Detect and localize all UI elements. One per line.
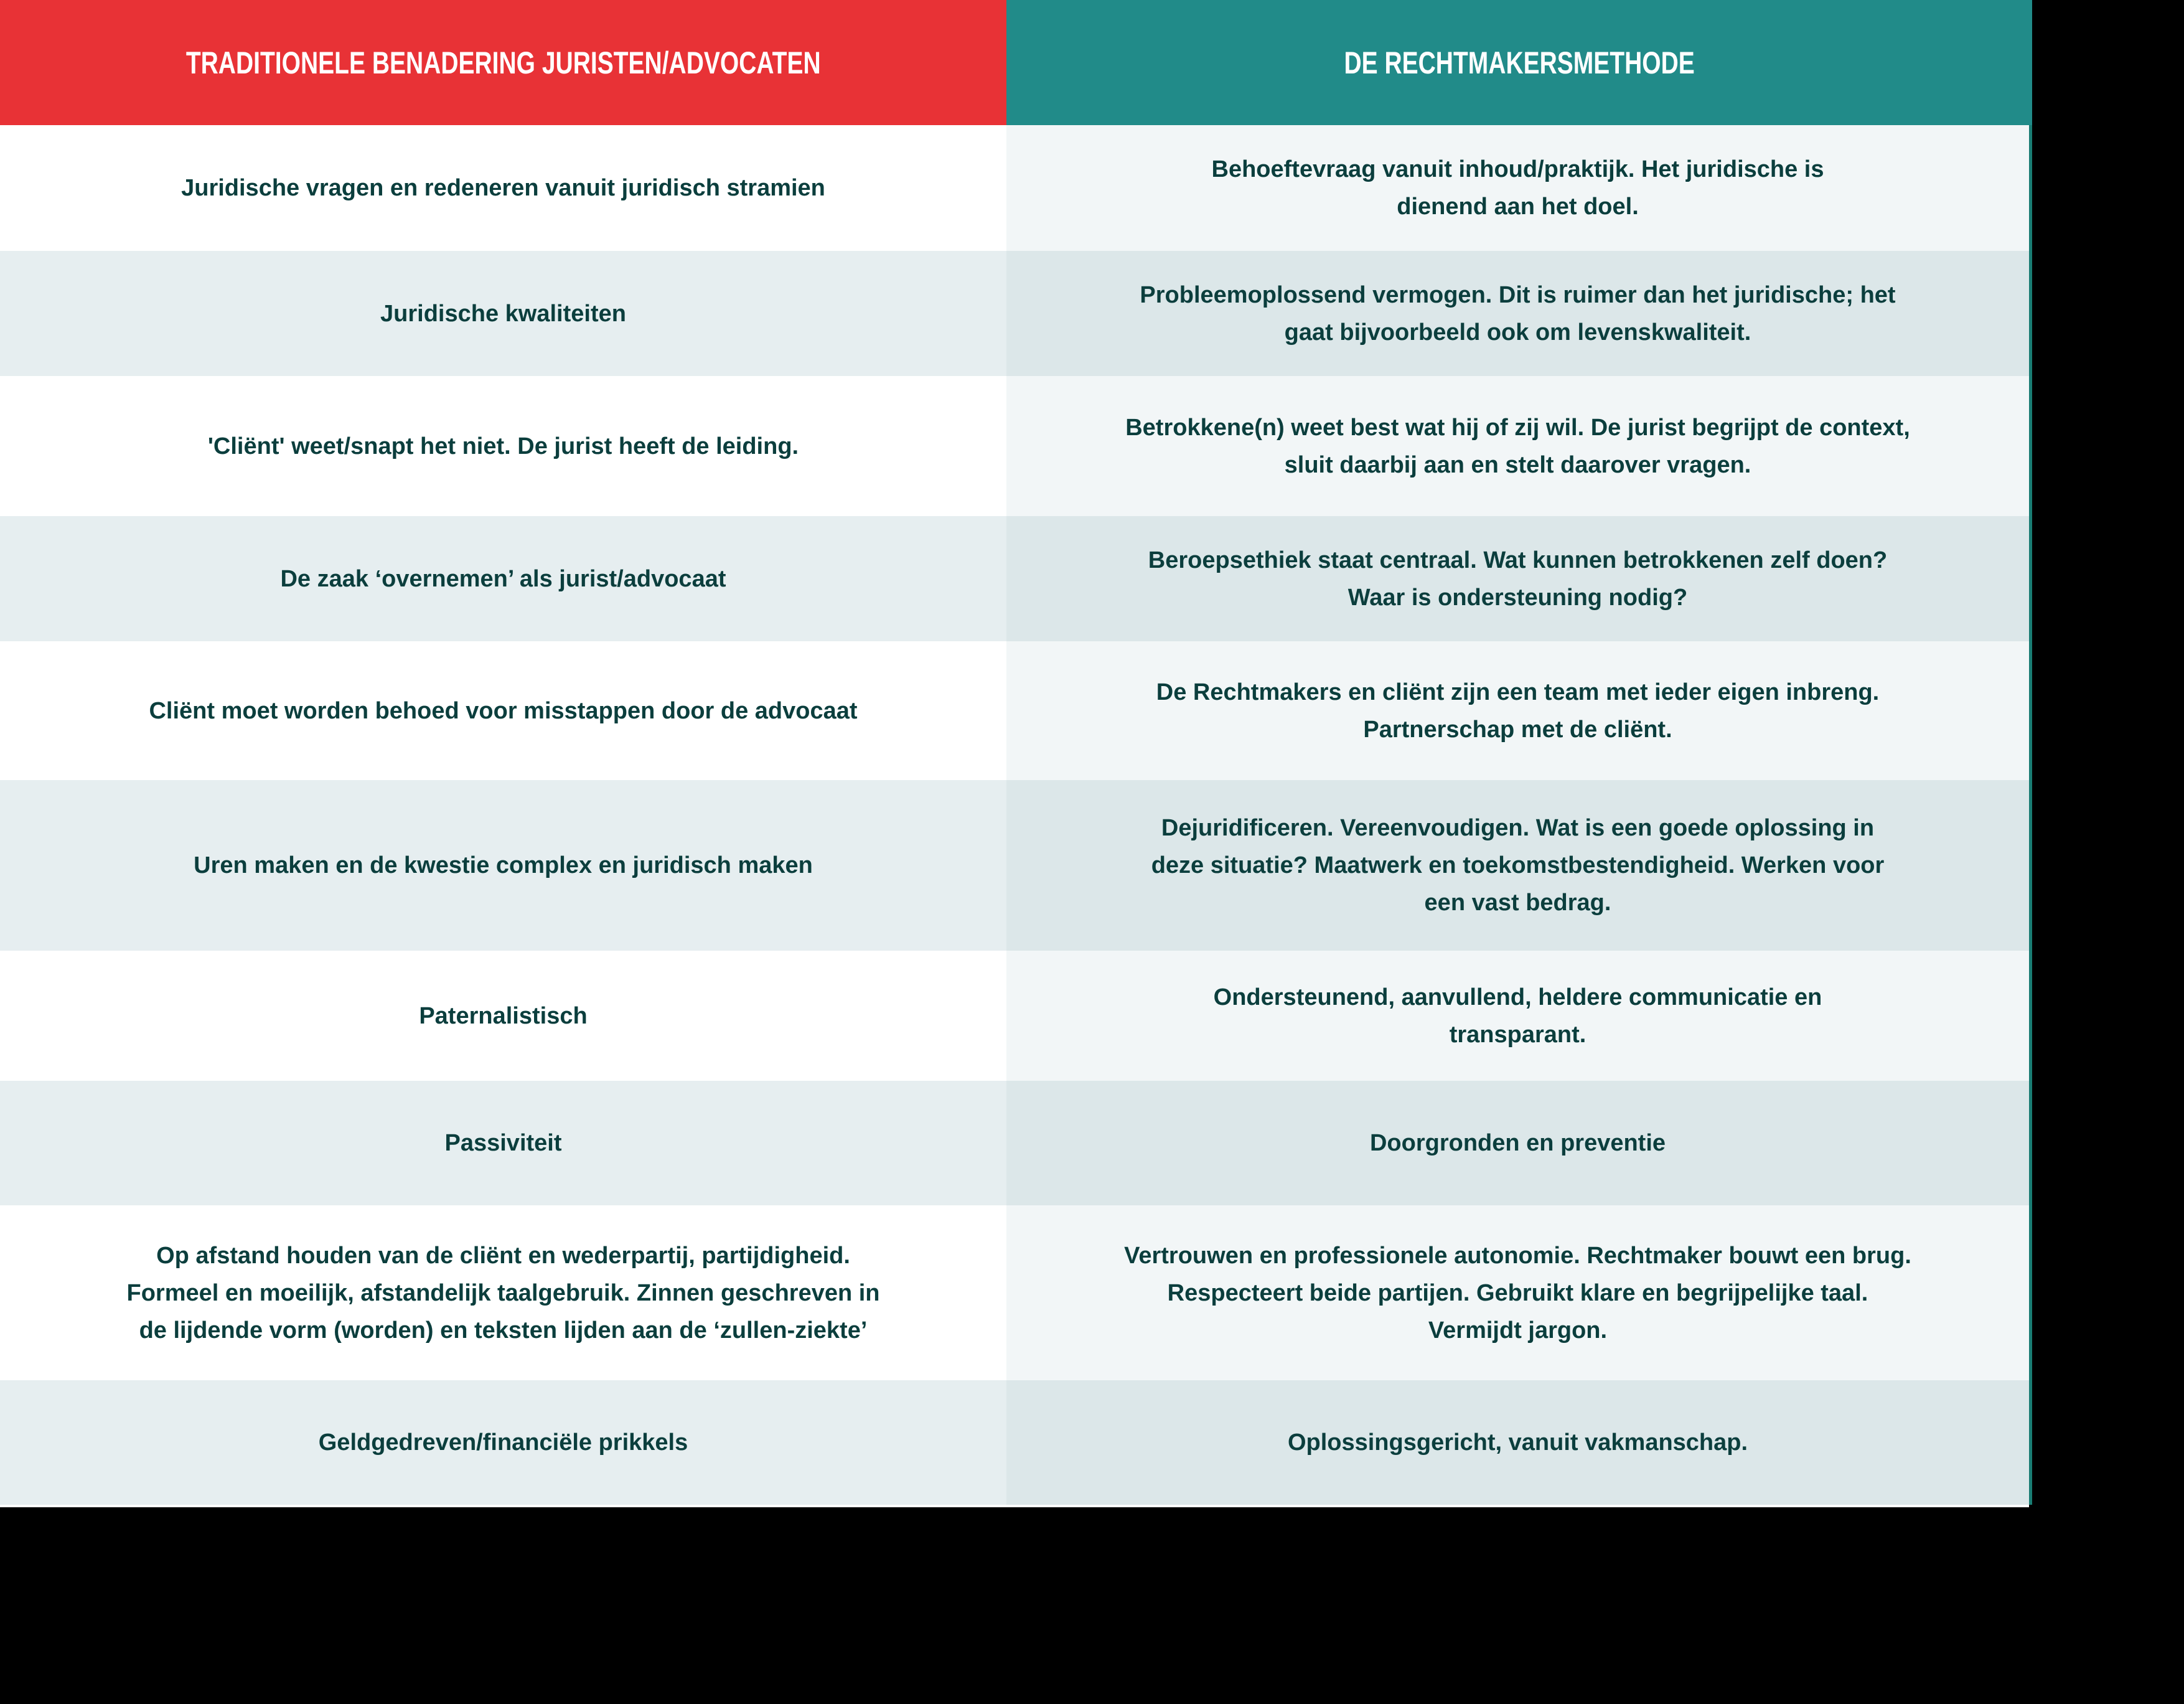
right-border: [2029, 641, 2032, 780]
cell-text: Ondersteunend, aanvullend, heldere communicatie en: [1213, 984, 1822, 1010]
right-border: [2029, 1205, 2032, 1380]
right-border: [2029, 251, 2032, 376]
cell-text: Probleemoplossend vermogen. Dit is ruimer dan het juridische; het: [1140, 281, 1896, 308]
cell-rechtmakers: [1006, 1081, 2029, 1205]
table-row: [0, 125, 2032, 251]
table-row: [0, 641, 2032, 780]
cell-text: deze situatie? Maatwerk en toekomstbestendigheid. Werken voor: [1151, 852, 1885, 878]
right-border: [2029, 1081, 2032, 1205]
table-row: [0, 516, 2032, 641]
cell-text: Vertrouwen en professionele autonomie. Rechtmaker bouwt een brug.: [1124, 1242, 1911, 1269]
cell-traditional: [0, 1205, 1006, 1380]
table-row: [0, 780, 2032, 951]
right-border: [2029, 780, 2032, 951]
right-border: [2029, 516, 2032, 641]
cell-text: Betrokkene(n) weet best wat hij of zij wil. De jurist begrijpt de context,: [1125, 414, 1910, 441]
cell-text: Oplossingsgericht, vanuit vakmanschap.: [1287, 1429, 1748, 1456]
cell-text: 'Cliënt' weet/snapt het niet. De jurist heeft de leiding.: [207, 433, 799, 459]
cell-traditional: [0, 376, 1006, 516]
cell-traditional: [0, 1380, 1006, 1505]
cell-traditional: [0, 641, 1006, 780]
cell-text: Waar is ondersteuning nodig?: [1347, 584, 1688, 611]
header-rechtmakers-label: DE RECHTMAKERSMETHODE: [1344, 45, 1695, 80]
cell-text: Uren maken en de kwestie complex en juridisch maken: [194, 852, 813, 878]
cell-traditional: [0, 1081, 1006, 1205]
table-row: [0, 951, 2032, 1081]
cell-rechtmakers: [1006, 1205, 2029, 1380]
cell-rechtmakers: [1006, 780, 2029, 951]
right-border: [2029, 951, 2032, 1081]
cell-text: Beroepsethiek staat centraal. Wat kunnen betrokkenen zelf doen?: [1148, 547, 1888, 573]
cell-rechtmakers: [1006, 125, 2029, 251]
cell-text: transparant.: [1449, 1021, 1586, 1048]
cell-text: Op afstand houden van de cliënt en wederpartij, partijdigheid.: [156, 1242, 850, 1269]
cell-text: Juridische kwaliteiten: [380, 300, 626, 327]
cell-traditional: [0, 125, 1006, 251]
cell-text: Geldgedreven/financiële prikkels: [318, 1429, 688, 1456]
right-border: [2029, 376, 2032, 516]
table-row: [0, 1081, 2032, 1205]
table-bottom-edge: [0, 1505, 2029, 1507]
cell-rechtmakers: [1006, 376, 2029, 516]
table-header: [0, 0, 2032, 125]
cell-text: Dejuridificeren. Vereenvoudigen. Wat is een goede oplossing in: [1161, 815, 1875, 841]
cell-text: Behoeftevraag vanuit inhoud/praktijk. Het juridische is: [1211, 156, 1824, 182]
cell-text: dienend aan het doel.: [1397, 194, 1639, 220]
cell-traditional: [0, 951, 1006, 1081]
header-traditional-label: TRADITIONELE BENADERING JURISTEN/ADVOCATEN: [185, 45, 821, 80]
cell-traditional: [0, 780, 1006, 951]
right-border: [2029, 1380, 2032, 1505]
cell-text: Paternalistisch: [419, 1002, 588, 1029]
cell-rechtmakers: [1006, 251, 2029, 376]
cell-text: Doorgronden en preventie: [1369, 1130, 1666, 1156]
cell-text: Partnerschap met de cliënt.: [1363, 716, 1672, 743]
cell-text: Vermijdt jargon.: [1428, 1317, 1608, 1344]
table-row: [0, 1380, 2032, 1505]
cell-rechtmakers: [1006, 951, 2029, 1081]
cell-rechtmakers: [1006, 516, 2029, 641]
header-rechtmakers: [1006, 0, 2032, 125]
cell-text: Respecteert beide partijen. Gebruikt klare en begrijpelijke taal.: [1167, 1279, 1868, 1306]
cell-text: gaat bijvoorbeeld ook om levenskwaliteit.: [1284, 319, 1751, 346]
cell-text: Juridische vragen en redeneren vanuit juridisch stramien: [181, 175, 825, 201]
header-traditional: [0, 0, 1006, 125]
table-row: [0, 376, 2032, 516]
cell-text: de lijdende vorm (worden) en teksten lijden aan de ‘zullen-ziekte’: [139, 1317, 868, 1344]
cell-text: een vast bedrag.: [1424, 890, 1611, 916]
cell-text: sluit daarbij aan en stelt daarover vragen.: [1284, 451, 1751, 478]
table-row: [0, 1205, 2032, 1380]
table-row: [0, 251, 2032, 376]
cell-text: De Rechtmakers en cliënt zijn een team met ieder eigen inbreng.: [1156, 679, 1880, 705]
cell-rechtmakers: [1006, 1380, 2029, 1505]
cell-text: Cliënt moet worden behoed voor misstappen door de advocaat: [149, 697, 858, 724]
cell-traditional: [0, 251, 1006, 376]
cell-text: Formeel en moeilijk, afstandelijk taalgebruik. Zinnen geschreven in: [126, 1279, 880, 1306]
cell-traditional: [0, 516, 1006, 641]
right-border: [2029, 125, 2032, 251]
cell-text: Passiviteit: [444, 1130, 562, 1156]
cell-text: De zaak ‘overnemen’ als jurist/advocaat: [280, 565, 726, 592]
cell-rechtmakers: [1006, 641, 2029, 780]
